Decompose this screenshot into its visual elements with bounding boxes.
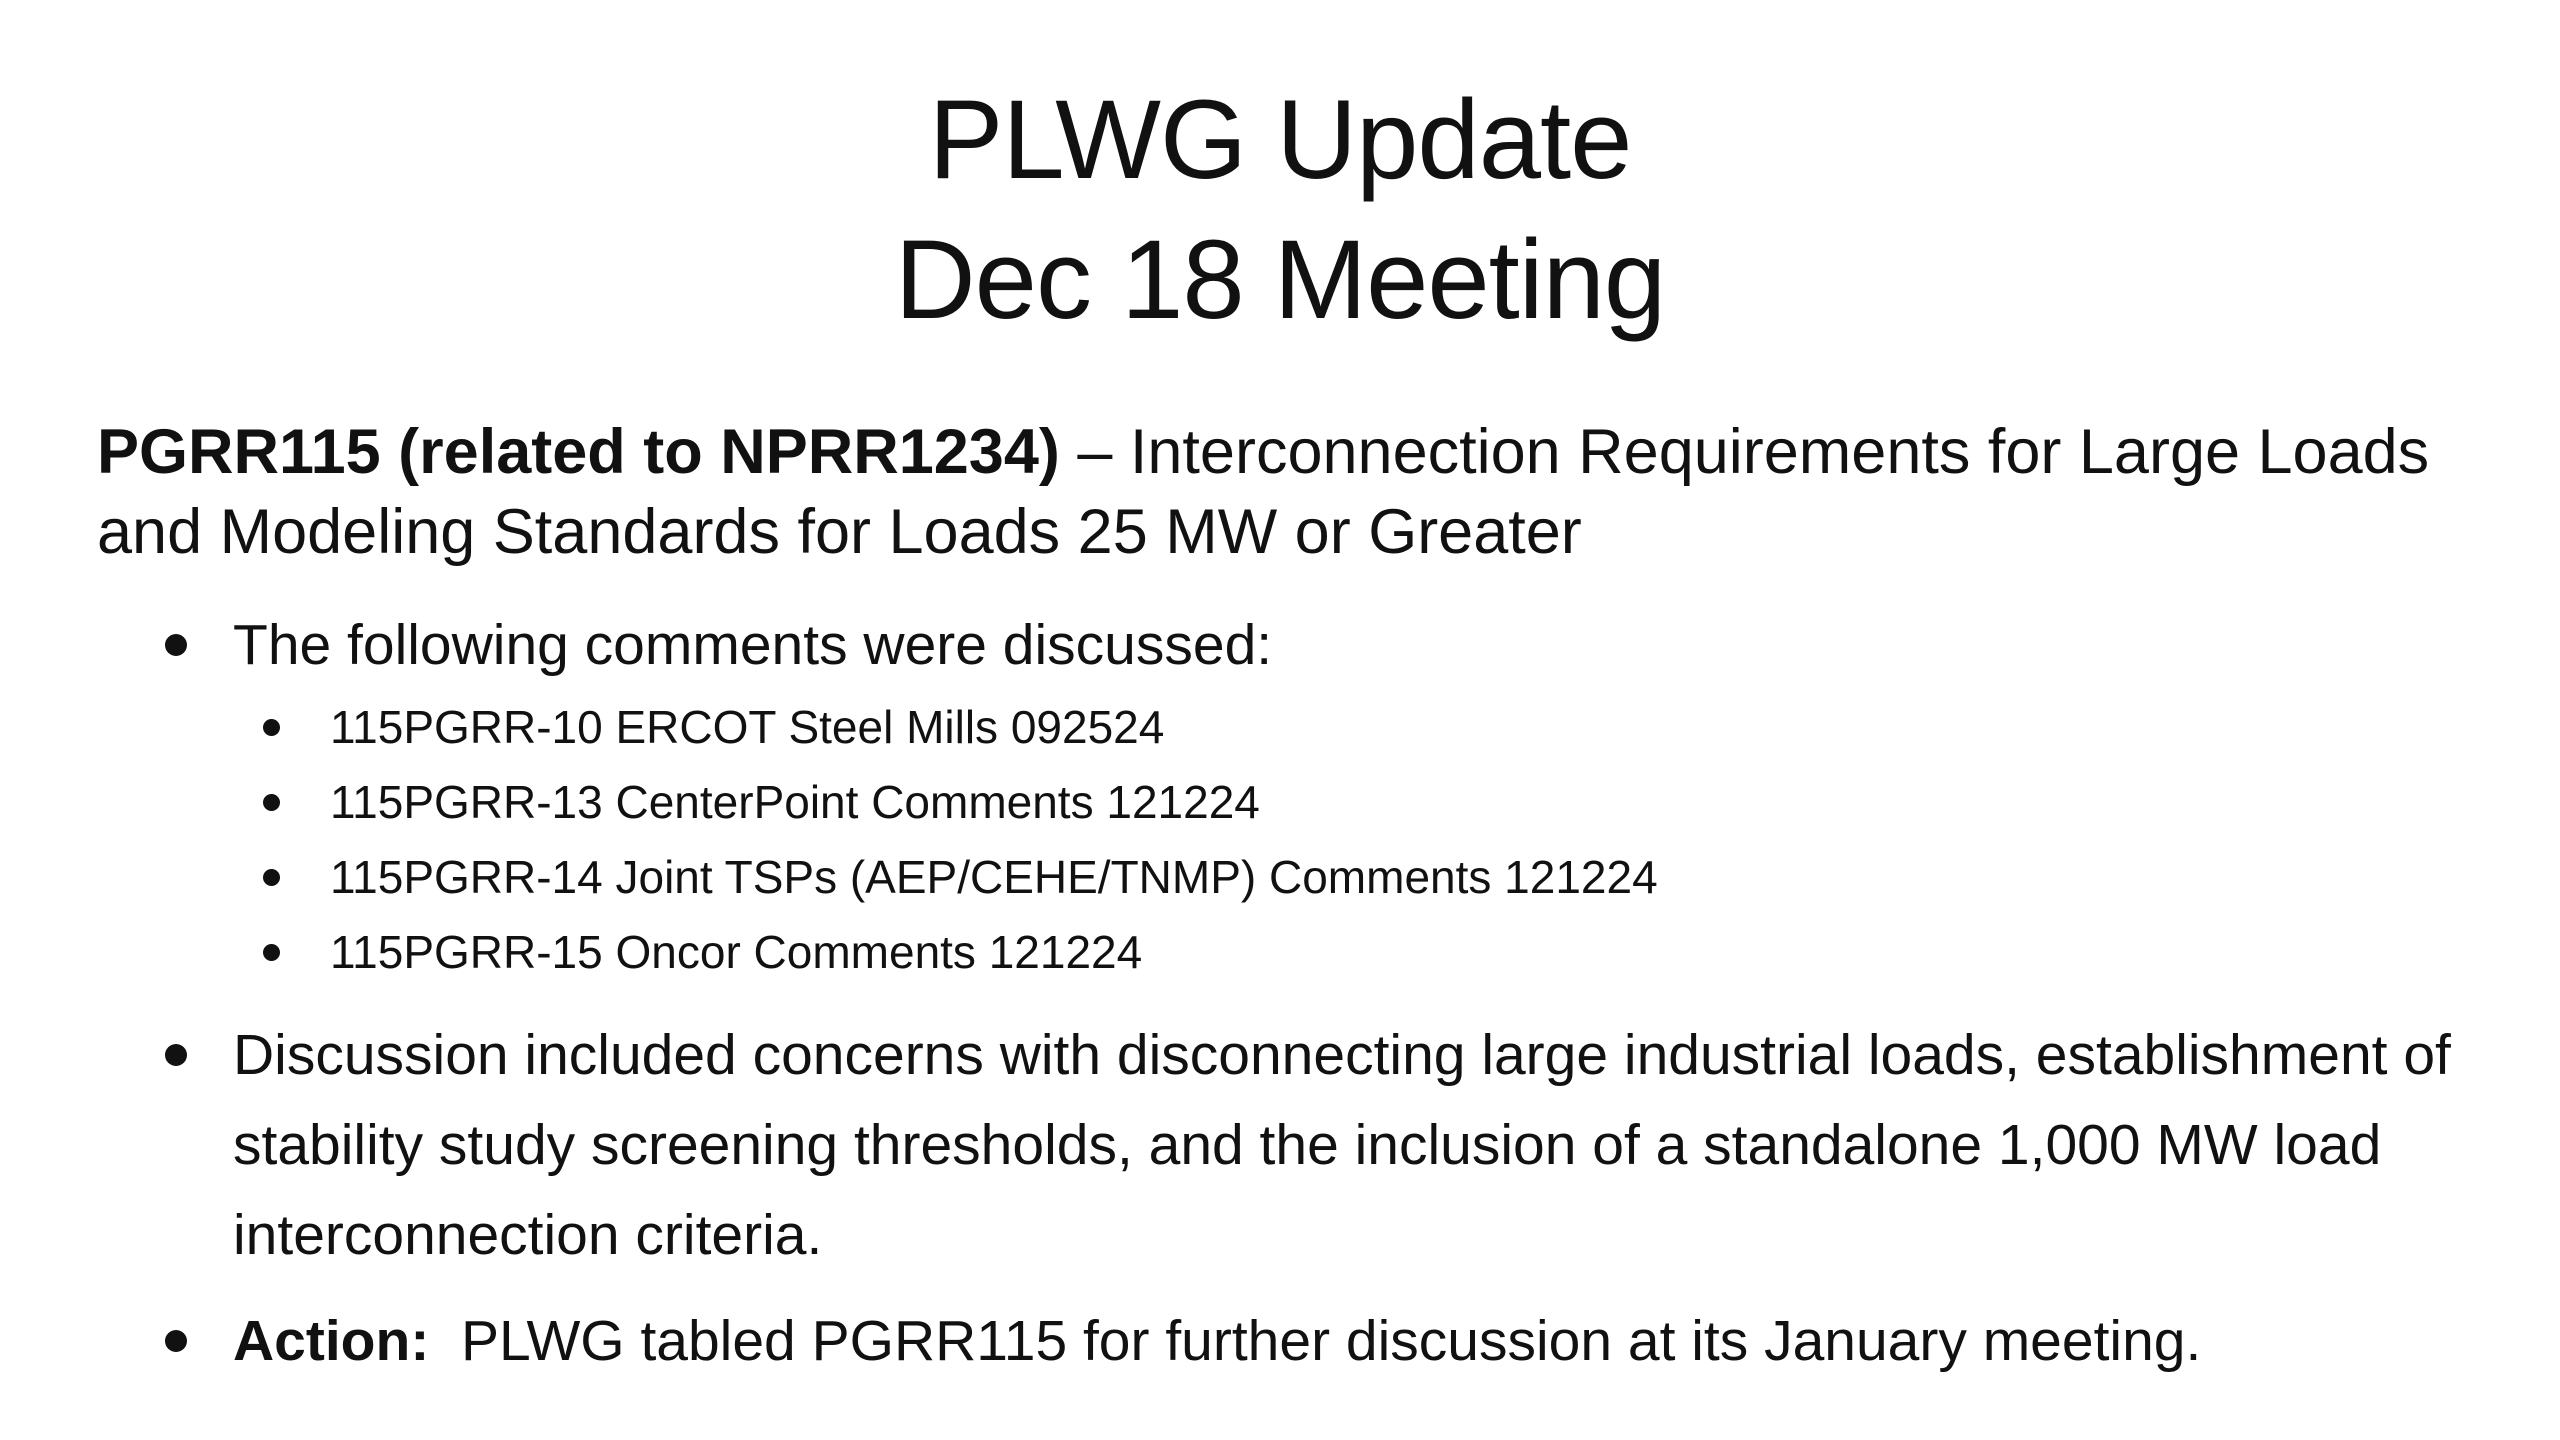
action-text: PLWG tabled PGRR115 for further discussion at its January meeting. <box>429 1309 2202 1373</box>
title-line-2: Dec 18 Meeting <box>894 217 1666 342</box>
comment-item-text: 115PGRR-15 Oncor Comments 121224 <box>330 926 1143 978</box>
title-line-1: PLWG Update <box>928 77 1632 202</box>
comments-sub-list <box>233 690 2493 990</box>
topic-bold-label: PGRR115 (related to NPRR1234) <box>97 417 1060 487</box>
sub-bullet-item <box>233 915 2493 990</box>
bullet-dot-icon <box>165 1044 187 1066</box>
comment-item-text: 115PGRR-10 ERCOT Steel Mills 092524 <box>330 701 1165 753</box>
list-spacer <box>0 1280 2560 1296</box>
sub-bullet-item <box>233 840 2493 915</box>
main-bullet-list <box>0 600 2560 1386</box>
comment-item-text: 115PGRR-13 CenterPoint Comments 121224 <box>330 776 1260 828</box>
action-label: Action: <box>233 1309 430 1373</box>
bullet-dot-icon <box>165 1330 187 1352</box>
bullet-comments-intro <box>0 600 2493 990</box>
comments-intro-text: The following comments were discussed: <box>233 613 1273 677</box>
sub-bullet-dot-icon <box>263 869 280 886</box>
sub-bullet-dot-icon <box>263 794 280 811</box>
sub-bullet-dot-icon <box>263 719 280 736</box>
discussion-text: Discussion included concerns with disconnecting large industrial loads, establishment of stability study screening thresholds, and the inclusion of a standalone 1,000 MW load interconnection criteria. <box>233 1023 2451 1267</box>
sub-bullet-item <box>233 765 2493 840</box>
topic-description: – Interconnection Requirements for Large Loads and Modeling Standards for Loads 25 MW or Greater <box>97 417 2430 567</box>
bullet-action <box>0 1296 2493 1386</box>
comment-item-text: 115PGRR-14 Joint TSPs (AEP/CEHE/TNMP) Comments 121224 <box>330 851 1658 903</box>
slide-title <box>0 70 2560 350</box>
sub-bullet-item <box>233 690 2493 765</box>
sub-bullet-dot-icon <box>263 944 280 961</box>
topic-heading <box>97 412 2477 572</box>
bullet-discussion <box>0 1010 2493 1280</box>
list-spacer <box>0 990 2560 1010</box>
bullet-dot-icon <box>165 634 187 656</box>
